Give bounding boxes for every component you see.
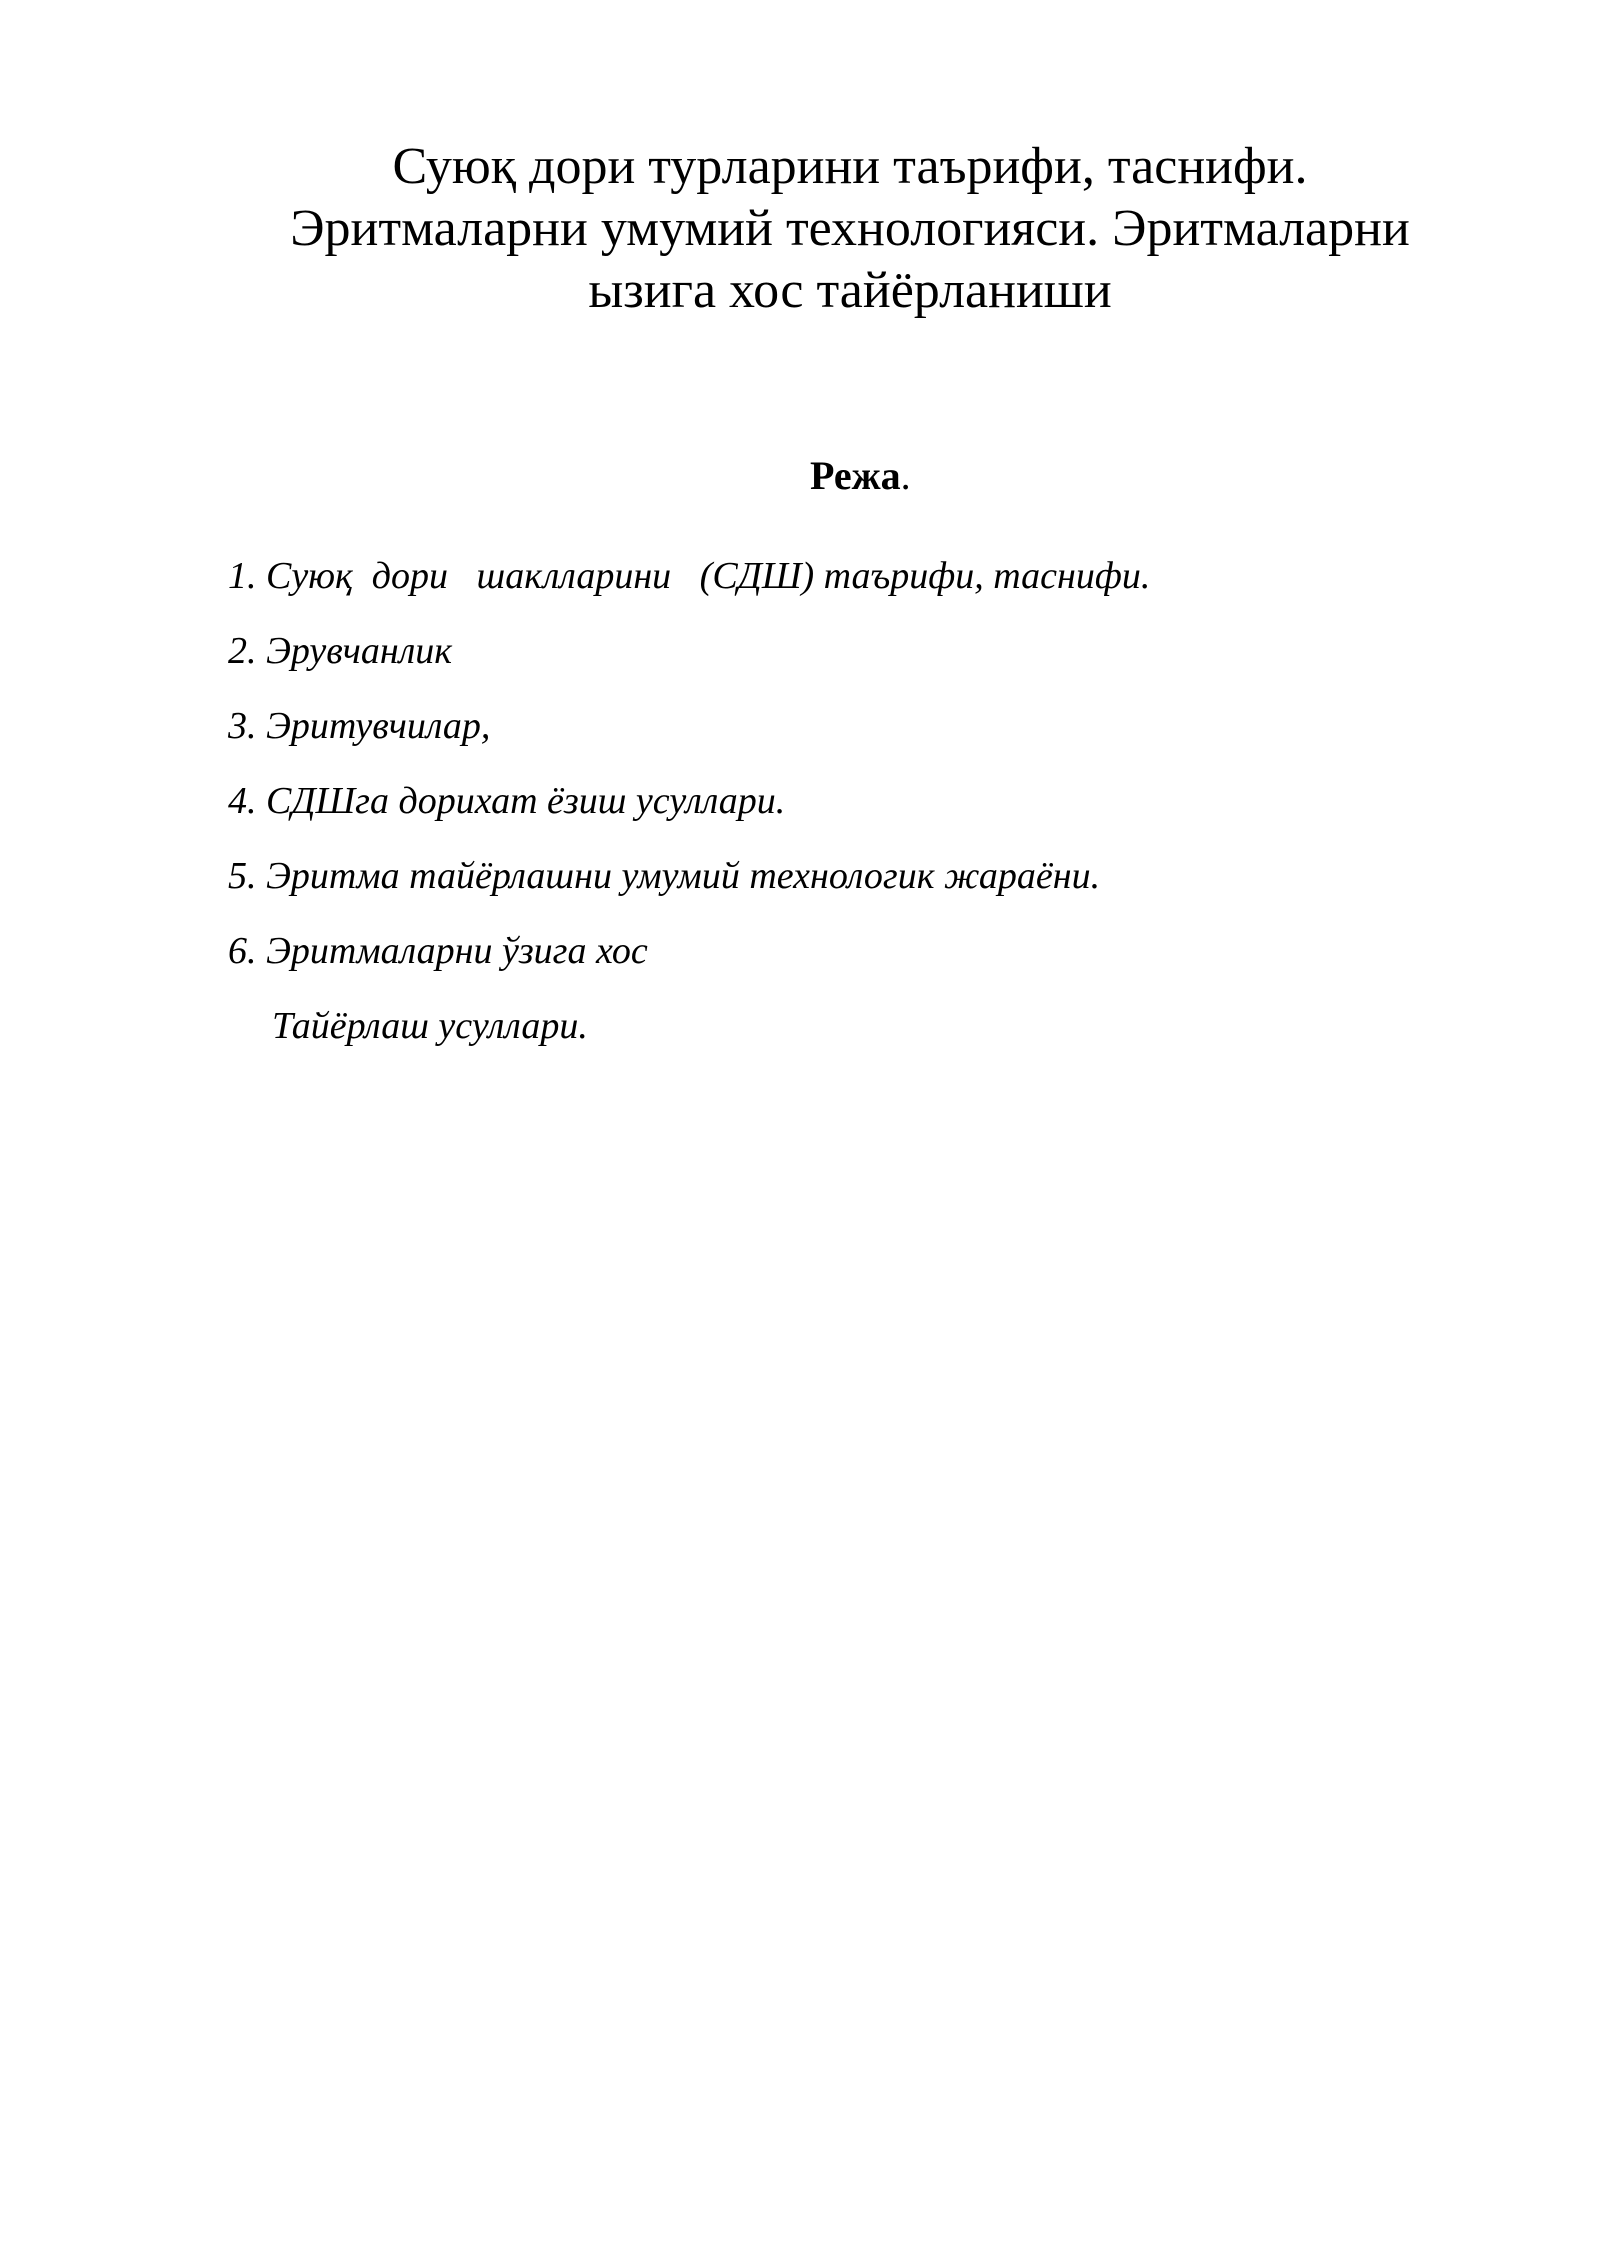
document-title (200, 136, 1500, 322)
plan-heading-punct: . (900, 453, 911, 498)
plan-item-3: 3. Эритувчилар, (228, 705, 491, 747)
plan-list (228, 552, 1150, 1077)
plan-item-4: 4. СДШга дорихат ёзиш усуллари. (228, 780, 786, 822)
title-line-2: Эритмаларни умумий технологияси. Эритмаларни (290, 200, 1410, 257)
plan-item-6-continuation: Тайёрлаш усуллари. (272, 1005, 588, 1047)
plan-item-6: 6. Эритмаларни ўзига хос (228, 930, 648, 972)
title-line-3: ызига хос тайёрланиши (588, 262, 1112, 319)
plan-heading (810, 452, 911, 500)
title-line-1: Суюқ дори турларини таърифи, таснифи. (392, 138, 1308, 195)
plan-item-1: 1. Суюқ дори шаклларини (СДШ) таърифи, таснифи. (228, 555, 1151, 597)
plan-heading-text: Режа (810, 453, 901, 498)
plan-item-2: 2. Эрувчанлик (228, 630, 453, 672)
plan-item-5: 5. Эритма тайёрлашни умумий технологик жараёни. (228, 855, 1101, 897)
